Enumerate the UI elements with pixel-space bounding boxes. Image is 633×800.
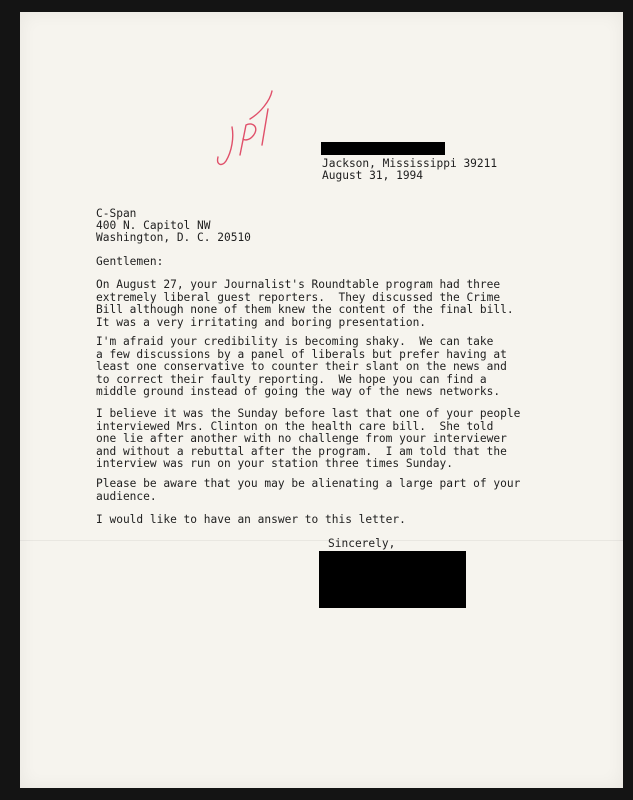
recipient-street: 400 N. Capitol NW (96, 219, 211, 232)
letter-page (20, 12, 623, 788)
salutation: Gentlemen: (96, 255, 164, 268)
sender-city-line: Jackson, Mississippi 39211 (322, 157, 498, 170)
letter-date: August 31, 1994 (322, 169, 424, 182)
recipient-city: Washington, D. C. 20510 (96, 231, 251, 244)
paragraph-2: I'm afraid your credibility is becoming shaky. We can take a few discussions by a panel of liberals but prefer having at least one conservative to counter their slant on the news and to correct their faulty reporting. We hope you can find a middle ground instead of going the way of the news networks. (96, 335, 507, 398)
handwritten-initials (210, 85, 285, 175)
redacted-sender-name (321, 142, 445, 155)
paper-fold-line (20, 540, 623, 541)
redacted-signature (319, 551, 466, 608)
handwritten-initials-mark (210, 85, 285, 175)
paragraph-1: On August 27, your Journalist's Roundtable program had three extremely liberal guest reporters. They discussed the Crime Bill although none of them knew the content of the final bill. It was a very irritating and boring presentation. (96, 278, 514, 329)
closing: Sincerely, (328, 537, 396, 550)
recipient-name: C-Span (96, 207, 137, 220)
paragraph-3: I believe it was the Sunday before last that one of your people interviewed Mrs. Clinton on the health care bill. She told one lie after another with no challenge from your interviewer and without a rebuttal after the program. I am told that the interview was run on your station three times Sunday. (96, 407, 521, 470)
paragraph-5: I would like to have an answer to this letter. (96, 513, 406, 526)
paragraph-4: Please be aware that you may be alienating a large part of your audience. (96, 477, 521, 503)
